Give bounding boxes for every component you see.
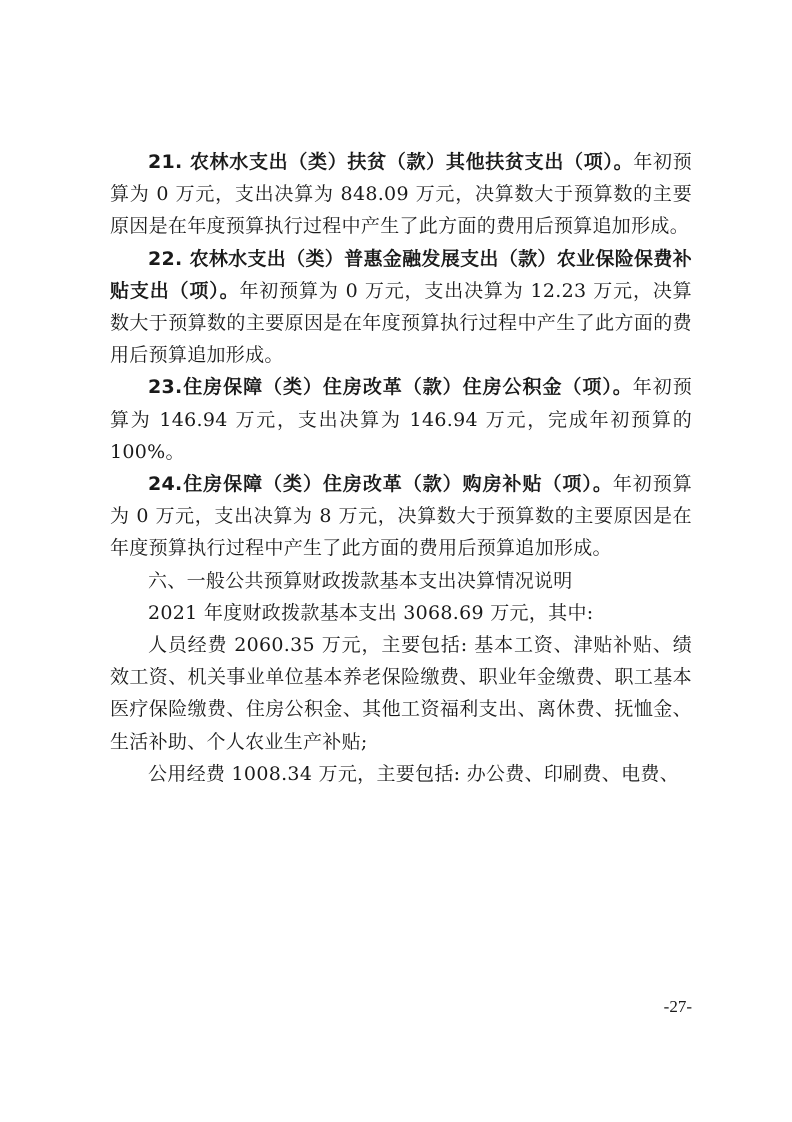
item-text-21: 年初预算为 0 万元，支出决算为 848.09 万元，决算数大于预算数的主要原因是在年度预算执行过程中产生了此方面的费用后预算追加形成。	[110, 151, 692, 238]
item-text-22: 年初预算为 0 万元，支出决算为 12.23 万元，决算数大于预算数的主要原因是在年度预算执行过程中产生了此方面的费用后预算追加形成。	[110, 279, 692, 367]
item-title-23: 23.住房保障（类）住房改革（款）住房公积金（项）。	[148, 376, 633, 399]
item-title-21: 21. 农林水支出（类）扶贫（款）其他扶贫支出（项）。	[148, 151, 634, 173]
paragraph-21	[110, 146, 692, 243]
paragraph-23	[110, 371, 692, 468]
section-heading: 六、一般公共预算财政拨款基本支出决算情况说明	[148, 569, 573, 592]
item-title-22: 22. 农林水支出（类）普惠金融发展支出（款）农业保险保费补贴支出（项）。	[110, 247, 692, 302]
paragraph-24	[110, 468, 692, 565]
summary-paragraph: 2021 年度财政拨款基本支出 3068.69 万元，其中:	[148, 601, 594, 624]
page-number: -27-	[663, 997, 692, 1016]
item-title-24: 24.住房保障（类）住房改革（款）购房补贴（项）。	[148, 473, 613, 496]
paragraph-22	[110, 243, 692, 372]
personnel-expenses-paragraph: 人员经费 2060.35 万元，主要包括: 基本工资、津贴补贴、绩效工资、机关事业单位基本养老保险缴费、职业年金缴费、职工基本医疗保险缴费、住房公积金、其他工资福利支出、离休费、抚恤金、生活补助、个人农业生产补贴;	[110, 634, 692, 753]
item-text-24: 年初预算为 0 万元，支出决算为 8 万元，决算数大于预算数的主要原因是在年度预算执行过程中产生了此方面的费用后预算追加形成。	[110, 473, 692, 560]
item-text-23: 年初预算为 146.94 万元，支出决算为 146.94 万元，完成年初预算的 100%。	[110, 376, 692, 463]
public-expenses-paragraph: 公用经费 1008.34 万元，主要包括: 办公费、印刷费、电费、	[148, 762, 679, 785]
document-body	[110, 146, 692, 790]
